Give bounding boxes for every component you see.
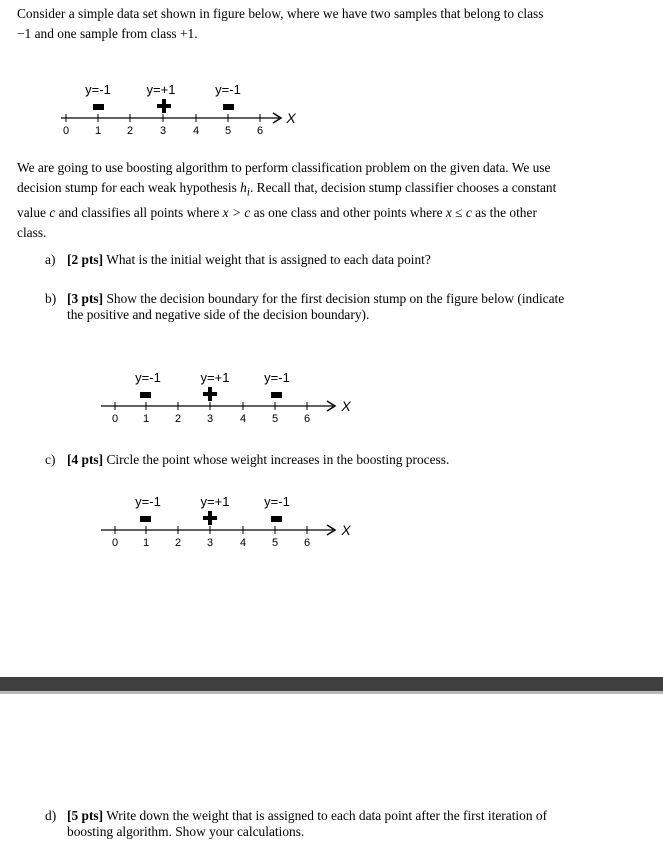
- boosting-line-2: decision stump for each weak hypothesis $h_i$. Recall that, decision stump classifier chooses a constant: [17, 180, 557, 199]
- minus-marker-1: [140, 392, 151, 398]
- sample-label-2: y=+1: [146, 82, 176, 97]
- axis-label: X: [341, 522, 351, 538]
- boosting-paragraph: [17, 158, 621, 243]
- tick-label: 0: [62, 125, 70, 137]
- minus-marker-1: [93, 104, 104, 110]
- tick-label: 4: [239, 537, 247, 549]
- tick-label: 2: [174, 413, 182, 425]
- plus-marker-2: [157, 99, 171, 113]
- intro-line-1: Consider a simple data set shown in figure below, where we have two samples that belong to class: [17, 6, 544, 21]
- tick-label: 6: [303, 537, 311, 549]
- sample-label-3: y=-1: [264, 370, 290, 385]
- question-c-points: [4 pts]: [67, 452, 104, 467]
- sample-label-3: y=-1: [264, 494, 290, 509]
- sample-label-3: y=-1: [215, 82, 241, 97]
- page-separator: [0, 677, 663, 691]
- tick-label: 0: [111, 537, 119, 549]
- tick-label: 4: [239, 413, 247, 425]
- tick-label: 1: [142, 413, 150, 425]
- plus-marker-2: [203, 387, 217, 401]
- sample-label-2: y=+1: [200, 370, 230, 385]
- number-line-figure-3: [101, 490, 361, 552]
- question-c-text: Circle the point whose weight increases in the boosting process.: [103, 452, 450, 467]
- boosting-line-1: We are going to use boosting algorithm to perform classification problem on the given data. We use: [17, 160, 551, 175]
- axis-label: X: [286, 110, 296, 126]
- sample-label-1: y=-1: [85, 82, 111, 97]
- question-d-text-2: boosting algorithm. Show your calculations.: [67, 824, 305, 839]
- tick-label: 5: [271, 413, 279, 425]
- question-a-text: What is the initial weight that is assigned to each data point?: [103, 252, 431, 267]
- question-a-label: a): [45, 252, 56, 267]
- tick-label: 3: [206, 537, 214, 549]
- tick-label: 1: [142, 537, 150, 549]
- question-b-text-1: Show the decision boundary for the first decision stump on the figure below (indicate: [103, 291, 565, 306]
- sample-label-1: y=-1: [135, 494, 161, 509]
- tick-label: 2: [174, 537, 182, 549]
- question-d-text-1: Write down the weight that is assigned to each data point after the first iteration of: [103, 808, 548, 823]
- number-line-figure-2: [101, 366, 361, 428]
- tick-label: 6: [256, 125, 264, 137]
- tick-label: 5: [224, 125, 232, 137]
- tick-label: 5: [271, 537, 279, 549]
- question-b-points: [3 pts]: [67, 291, 104, 306]
- sample-label-1: y=-1: [135, 370, 161, 385]
- minus-marker-3: [271, 392, 282, 398]
- plus-marker-2: [203, 511, 217, 525]
- intro-paragraph: [17, 4, 621, 44]
- intro-line-2: −1 and one sample from class +1.: [17, 26, 198, 41]
- question-d-points: [5 pts]: [67, 808, 104, 823]
- question-d-label: d): [45, 808, 57, 823]
- tick-label: 4: [192, 125, 200, 137]
- number-line-figure-1: [55, 78, 315, 140]
- tick-label: 0: [111, 413, 119, 425]
- minus-marker-1: [140, 516, 151, 522]
- question-c-label: c): [45, 452, 56, 467]
- tick-label: 1: [94, 125, 102, 137]
- sample-label-2: y=+1: [200, 494, 230, 509]
- question-b-label: b): [45, 291, 57, 306]
- minus-marker-3: [271, 516, 282, 522]
- boosting-line-4: class.: [17, 224, 47, 240]
- axis-label: X: [341, 398, 351, 414]
- minus-marker-3: [223, 104, 234, 110]
- question-b-text-2: the positive and negative side of the decision boundary).: [67, 307, 370, 322]
- tick-label: 2: [126, 125, 134, 137]
- tick-label: 6: [303, 413, 311, 425]
- page-separator-shadow: [0, 691, 663, 694]
- boosting-line-3: value c and classifies all points where x > c as one class and other points where x ≤ c as the other: [17, 204, 537, 220]
- tick-label: 3: [159, 125, 167, 137]
- tick-label: 3: [206, 413, 214, 425]
- question-a-points: [2 pts]: [67, 252, 104, 267]
